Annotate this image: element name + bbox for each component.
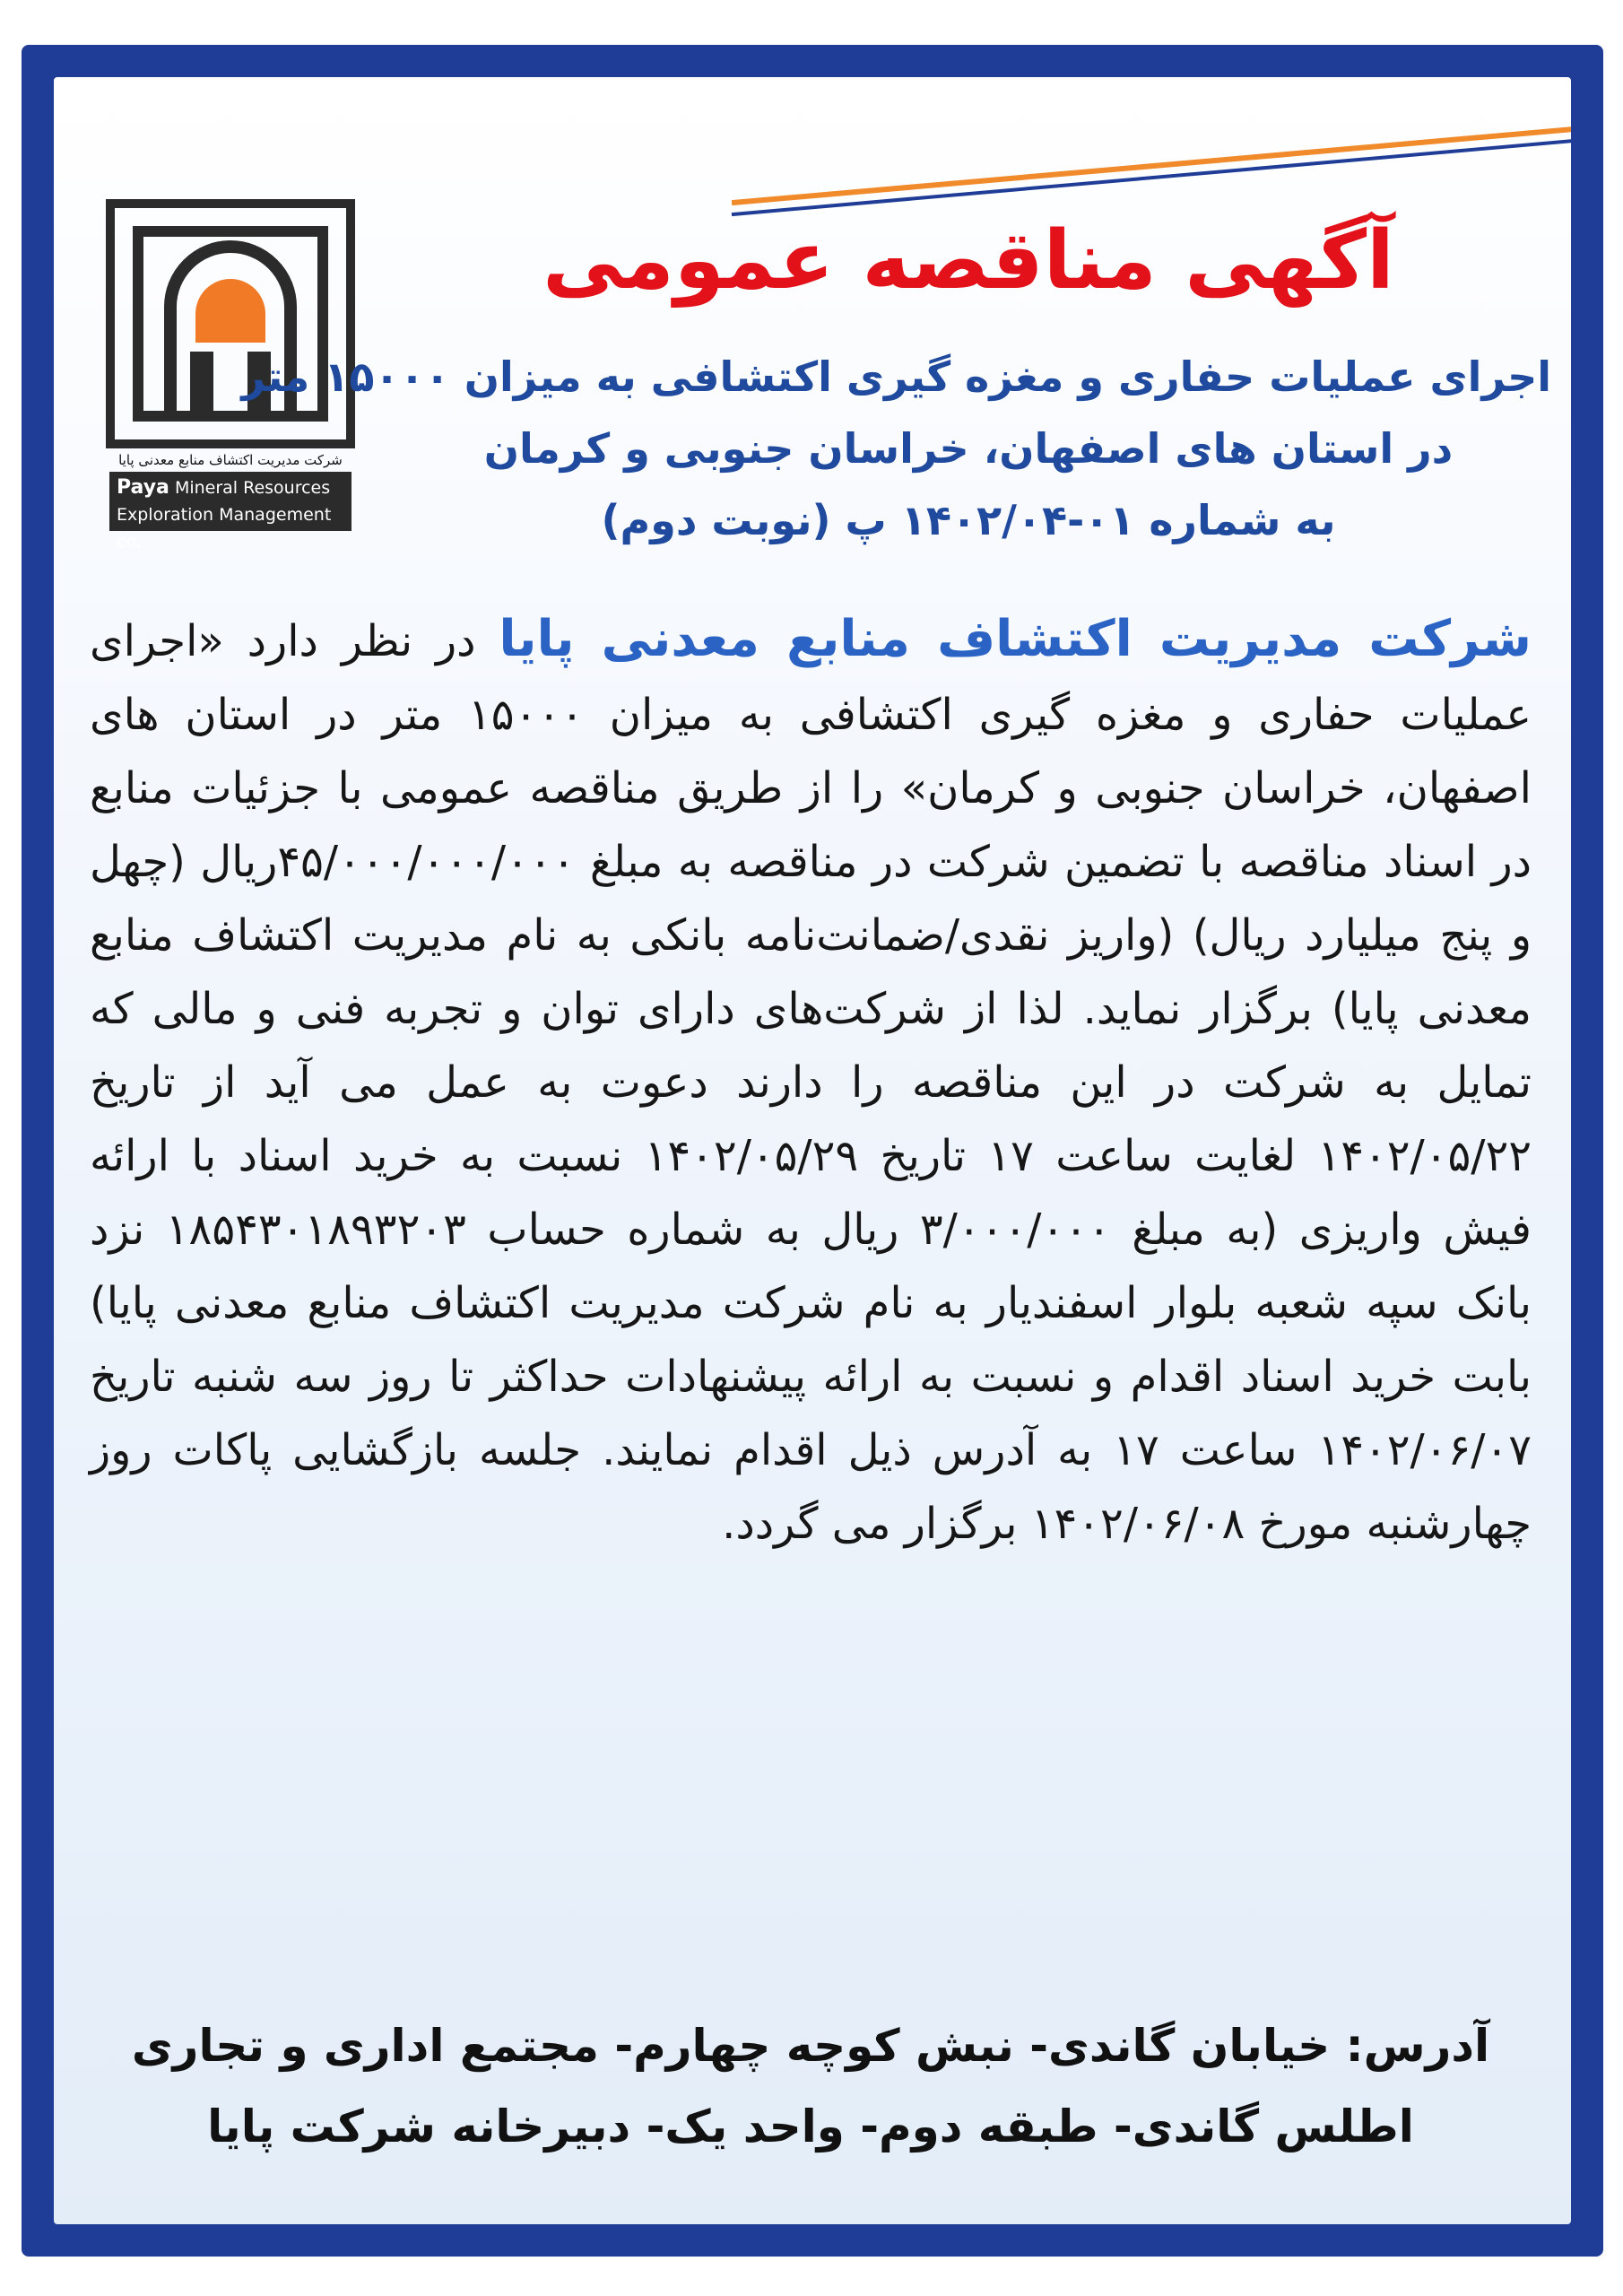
blue-stripe — [732, 135, 1571, 216]
logo-line2: Exploration Management co. — [117, 505, 332, 552]
company-name: شرکت مدیریت اکتشاف منابع معدنی پایا — [499, 610, 1532, 668]
tender-body — [90, 603, 1532, 1561]
subtitle-line: اجرای عملیات حفاری و مغزه گیری اکتشافی به میزان ۱۵۰۰۰ متر — [241, 352, 1551, 401]
page-title: آگهی مناقصه عمومی — [542, 213, 1394, 308]
orange-stripe — [732, 122, 1571, 205]
address-line: اطلس گاندی- طبقه دوم- واحد یک- دبیرخانه شرکت پایا — [207, 2100, 1414, 2152]
subtitle-line: در استان های اصفهان، خراسان جنوبی و کرمان — [483, 424, 1454, 473]
logo-brand: Paya — [117, 476, 169, 499]
subtitle-line: به شماره ۰۱-۱۴۰۲/۰۴ پ (نوبت دوم) — [601, 496, 1336, 544]
tender-paragraph: در نظر دارد «اجرای عملیات حفاری و مغزه گیری اکتشافی به میزان ۱۵۰۰۰ متر در استان های اصفهان، خراسان جنوبی و کرمان» را از طریق مناقصه عمومی با جزئیات منابع در اسناد مناقصه با تضمین شرکت در مناقصه به مبلغ ۴۵/۰۰۰/۰۰۰/۰۰۰ریال (چهل و پنج میلیارد ریال) (واریز نقدی/ضمانت‌نامه بانکی به نام مدیریت اکتشاف منابع معدنی پایا) برگزار نماید. لذا از شرکت‌های دارای توان و تجربه فنی و مالی که تمایل به شرکت در این مناقصه را دارند دعوت به عمل می آید از تاریخ ۱۴۰۲/۰۵/۲۲ لغایت ساعت ۱۷ تاریخ ۱۴۰۲/۰۵/۲۹ نسبت به خرید اسناد با ارائه فیش واریزی (به مبلغ ۳/۰۰۰/۰۰۰ ریال به شماره حساب ۱۸۵۴۳۰۱۸۹۳۲۰۳ نزد بانک سپه شعبه بلوار اسفندیار به نام شرکت مدیریت اکتشاف منابع معدنی پایا) بابت خرید اسناد اقدام و نسبت به ارائه پیشنهادات حداکثر تا روز سه شنبه تاریخ ۱۴۰۲/۰۶/۰۷ ساعت ۱۷ به آدرس ذیل اقدام نمایند. جلسه بازگشایی پاکات روز چهارشنبه مورخ ۱۴۰۲/۰۶/۰۸ برگزار می گردد. — [90, 616, 1532, 1549]
address-line: آدرس: خیابان گاندی- نبش کوچه چهارم- مجتمع اداری و تجاری — [131, 2020, 1490, 2072]
address-block — [90, 2005, 1532, 2167]
logo-english-name — [109, 472, 352, 552]
logo-line1: Mineral Resources — [174, 478, 331, 498]
logo-persian-name: شرکت مدیریت اکتشاف منابع معدنی پایا — [118, 452, 343, 468]
